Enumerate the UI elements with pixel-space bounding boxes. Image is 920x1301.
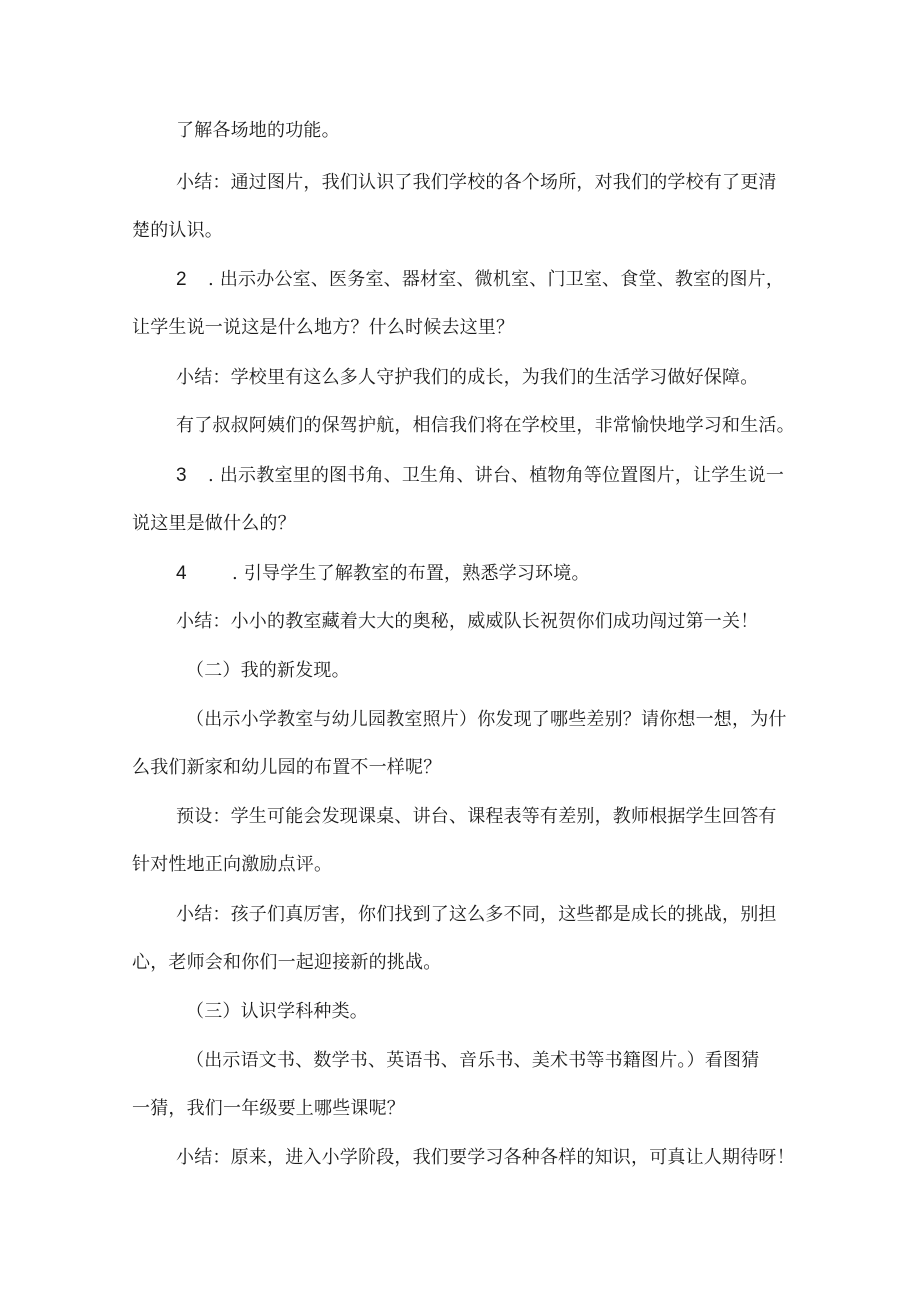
paragraph-line: 针对性地正向激励点评。 [132,854,333,875]
paragraph-line: 了解各场地的功能。 [176,120,340,141]
numbered-item-2 [176,268,784,292]
paragraph-line: （出示语文书、数学书、英语书、音乐书、美术书等书籍图片。）看图猜 [186,1050,760,1071]
item-text: . 出示教室里的图书角、卫生角、讲台、植物角等位置图片，让学生说一 [208,465,785,486]
paragraph-line: 小结：通过图片，我们认识了我们学校的各个场所，对我们的学校有了更清 [176,172,777,193]
paragraph-line: 说这里是做什么的？ [132,513,296,534]
paragraph-line: 小结：孩子们真厉害，你们找到了这么多不同，这些都是成长的挑战，别担 [176,904,777,925]
paragraph-line: 心，老师会和你们一起迎接新的挑战。 [132,952,442,973]
paragraph-line: 小结：学校里有这么多人守护我们的成长，为我们的生活学习做好保障。 [176,367,759,388]
item-number: 2 [176,269,187,290]
numbered-item-4 [176,562,590,586]
paragraph-line: 小结：小小的教室藏着大大的奥秘，威威队长祝贺你们成功闯过第一关！ [176,611,759,632]
item-text: . 出示办公室、医务室、器材室、微机室、门卫室、食堂、教室的图片， [208,269,785,290]
paragraph-line: 预设：学生可能会发现课桌、讲台、课程表等有差别，教师根据学生回答有 [176,806,777,827]
item-number: 4 [176,563,187,584]
paragraph-line: 一猜，我们一年级要上哪些课呢？ [132,1098,405,1119]
paragraph-line: 么我们新家和幼儿园的布置不一样呢？ [132,757,442,778]
section-heading: （二）我的新发现。 [186,660,350,681]
paragraph-line: （出示小学教室与幼儿园教室照片）你发现了哪些差别？请你想一想，为什 [186,709,787,730]
numbered-item-3 [176,464,784,488]
paragraph-line: 楚的认识。 [132,220,223,241]
item-number: 3 [176,465,187,486]
section-heading: （三）认识学科种类。 [186,1001,368,1022]
paragraph-line: 小结：原来，进入小学阶段，我们要学习各种各样的知识，可真让人期待呀！ [176,1147,795,1168]
paragraph-line: 有了叔叔阿姨们的保驾护航，相信我们将在学校里，非常愉快地学习和生活。 [176,415,795,436]
paragraph-line: 让学生说一说这是什么地方？什么时候去这里？ [132,317,515,338]
item-text: . 引导学生了解教室的布置，熟悉学习环境。 [232,563,590,584]
